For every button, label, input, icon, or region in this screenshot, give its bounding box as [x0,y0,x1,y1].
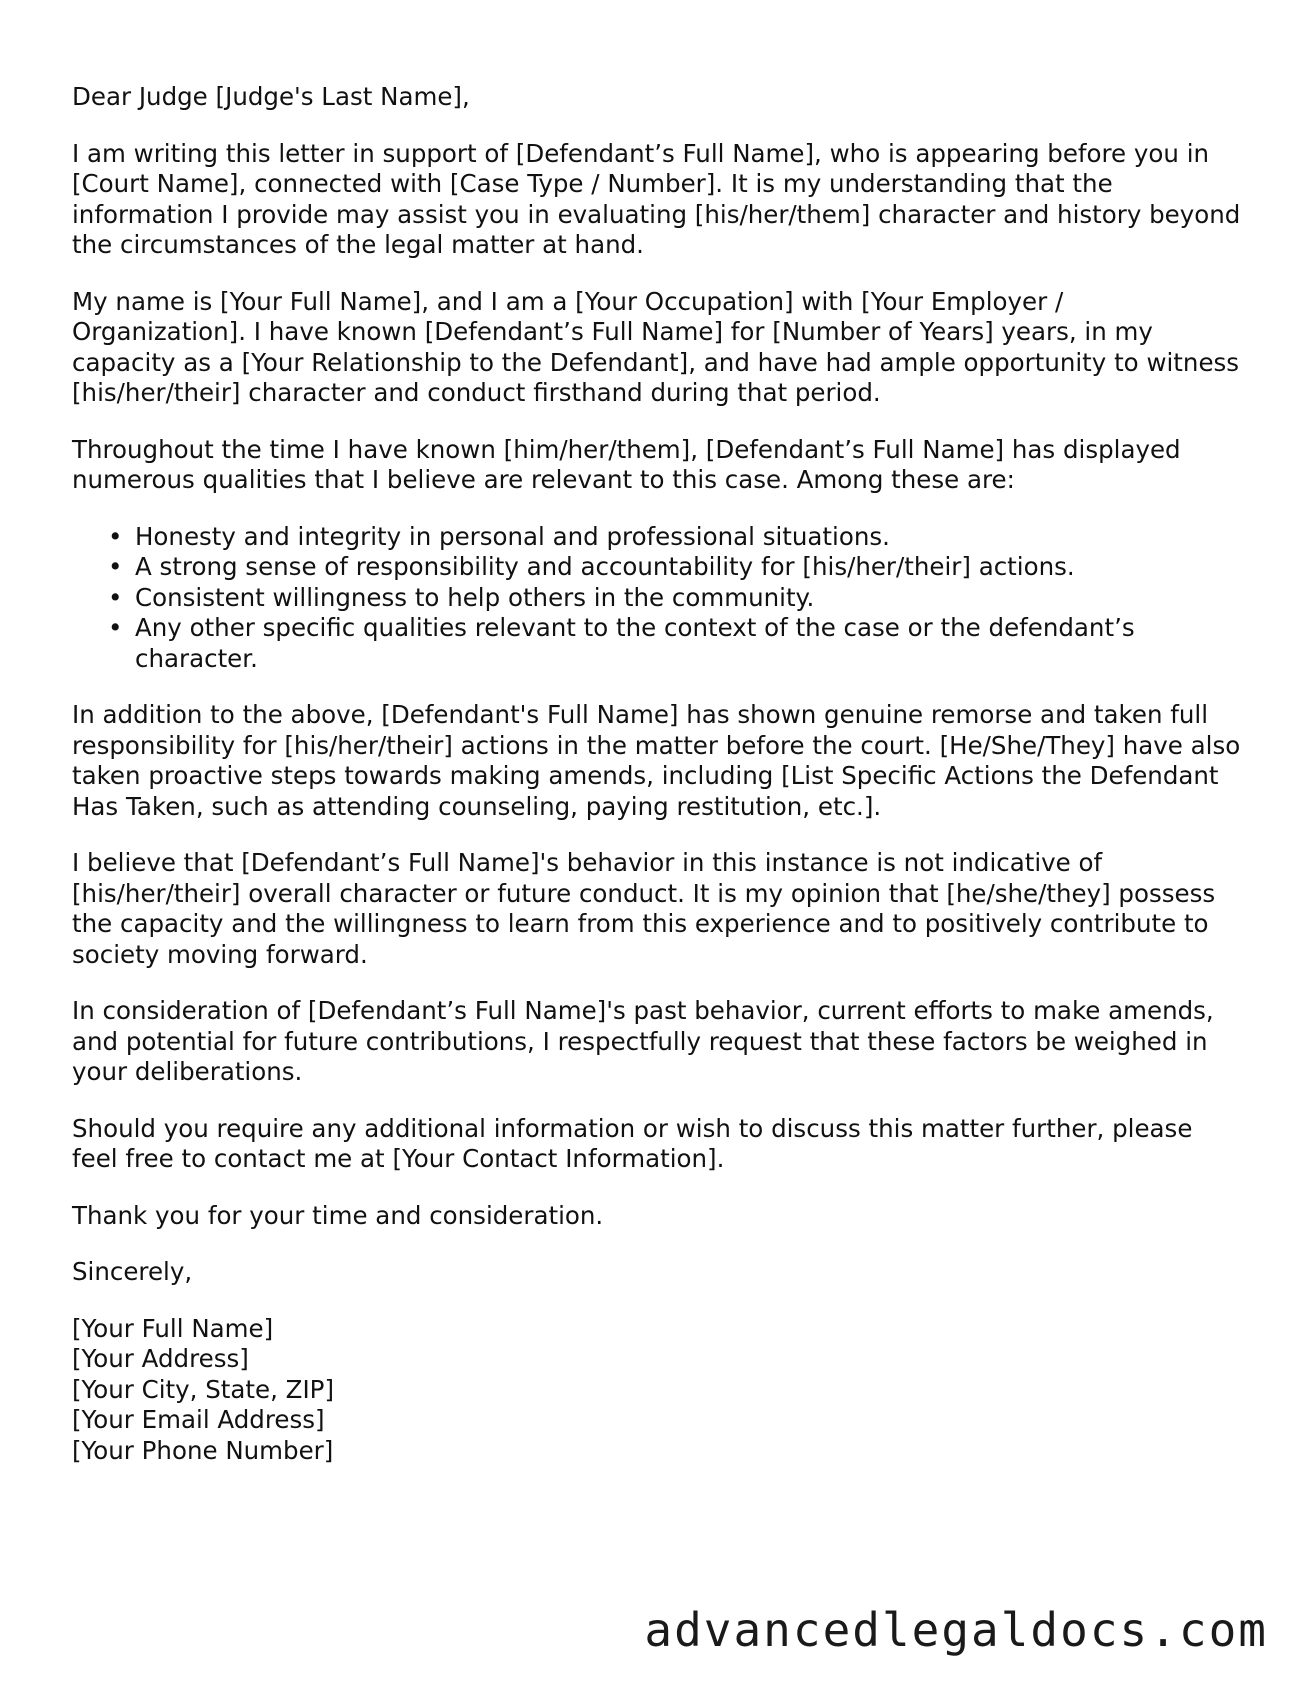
letter-body [72,82,1242,1466]
list-item: • Any other specific qualities relevant to the context of the case or the defendant’s character. [135,613,1242,674]
paragraph-qualities-intro: Throughout the time I have known [him/her/them], [Defendant’s Full Name] has displayed numerous qualities that I believe are relevant to this case. Among these are: [72,434,1181,494]
paragraph-belief: I believe that [Defendant’s Full Name]'s behavior in this instance is not indicative of [his/her/their] overall character or future conduct. It is my opinion that [he/she/they] possess the capacity and the willingness to learn from this experience and to positively contribute to society moving forward. [72,848,1216,969]
paragraph-request: In consideration of [Defendant’s Full Name]'s past behavior, current efforts to make amends, and potential for future contributions, I respectfully request that these factors be weighed in your deliberations. [72,996,1214,1086]
signature-city-state-zip: [Your City, State, ZIP] [72,1374,335,1404]
signature-address: [Your Address] [72,1344,249,1373]
signature-phone: [Your Phone Number] [72,1435,334,1465]
signature-name: [Your Full Name] [72,1313,274,1343]
watermark: advancedlegaldocs.com [644,1603,1268,1657]
salutation: Dear Judge [Judge's Last Name], [72,82,470,111]
list-item: • Honesty and integrity in personal and professional situations. [135,522,1242,553]
signature-email: [Your Email Address] [72,1405,325,1434]
qualities-list [72,522,1242,675]
list-item: • A strong sense of responsibility and accountability for [his/her/their] actions. [135,552,1242,583]
paragraph-remorse: In addition to the above, [Defendant's Full Name] has shown genuine remorse and taken full responsibility for [his/her/their] actions in the matter before the court. [He/She/They] have also taken proactive steps towards making amends, including [List Specific Actions the Defendant Has Taken, such as attending counseling, paying restitution, etc.]. [72,700,1241,821]
paragraph-contact: Should you require any additional information or wish to discuss this matter further, please feel free to contact me at [Your Contact Information]. [72,1113,1193,1173]
list-item: • Consistent willingness to help others in the community. [135,583,1242,614]
paragraph-thanks: Thank you for your time and consideration. [72,1200,604,1230]
signature-block [72,1314,1242,1467]
closing: Sincerely, [72,1257,193,1286]
paragraph-intro: I am writing this letter in support of [Defendant’s Full Name], who is appearing before you in [Court Name], connected with [Case Type / Number]. It is my understanding that the information I provide may assist you in evaluating [his/her/them] character and history beyond the circumstances of the legal matter at hand. [72,138,1241,259]
paragraph-author: My name is [Your Full Name], and I am a [Your Occupation] with [Your Employer / Organization]. I have known [Defendant’s Full Name] for [Number of Years] years, in my capacity as a [Your Relationship to the Defendant], and have had ample opportunity to witness [his/her/their] character and conduct firsthand during that period. [72,286,1240,407]
